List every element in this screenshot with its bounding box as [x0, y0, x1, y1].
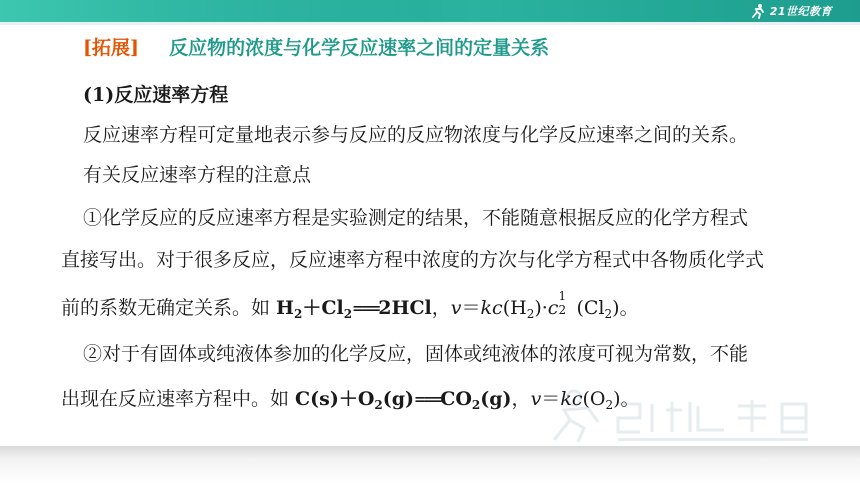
note-1-line-2: 直接写出。对于很多反应，反应速率方程中浓度的方次与化学方程式中各物质化学式	[61, 249, 765, 271]
note-1-line-3: 前的系数无确定关系。如 $H_2+Cl_2===2HCl$，$v=kc(H_2)\cdot c$ 1 2 $(Cl_2)$。	[61, 289, 639, 321]
equals-sign-2: ===	[414, 392, 441, 408]
logo-text: 21世纪教育	[769, 5, 832, 18]
expand-tag: [拓展]	[83, 37, 139, 59]
reaction-c-o2: $C(s)+O_2(g)===CO_2(g)$	[295, 388, 512, 412]
notes-title: 有关反应速率方程的注意点	[83, 164, 312, 186]
section-heading: 反应物的浓度与化学反应速率之间的定量关系	[169, 37, 550, 59]
equals-sign: ===	[352, 301, 379, 317]
note-1-line-3-text: 前的系数无确定关系。如	[61, 297, 277, 319]
note-1-line-1: ①化学反应的反应速率方程是实验测定的结果，不能随意根据反应的化学方程式	[83, 207, 749, 229]
subsection-title: (1)反应速率方程	[83, 84, 229, 106]
half-exponent: 1 2	[558, 289, 567, 317]
note-2-line-2-text: 出现在反应速率方程中。如	[61, 388, 296, 410]
runner-icon	[750, 3, 766, 19]
top-banner	[0, 0, 860, 22]
reaction-h2-cl2: $H_2+Cl_2===2HCl$	[276, 297, 432, 321]
rate-constant-kc: kc	[480, 297, 503, 319]
top-banner-divider	[0, 22, 860, 25]
paragraph-1: 反应速率方程可定量地表示参与反应的反应物浓度与化学反应速率之间的关系。	[83, 124, 749, 146]
concentration-c: c	[547, 297, 559, 319]
rate-symbol-v-2: v	[530, 388, 542, 410]
rate-constant-kc-2: kc	[560, 388, 583, 410]
bottom-band	[0, 446, 860, 484]
brand-logo	[750, 2, 832, 20]
note-2-line-1: ②对于有固体或纯液体参加的化学反应，固体或纯液体的浓度可视为常数，不能	[83, 343, 749, 365]
rate-symbol-v: v	[450, 297, 462, 319]
note-2-line-2: 出现在反应速率方程中。如 $C(s)+O_2(g)===CO_2(g)$，$v=kc(O_2)$。	[61, 388, 640, 412]
heading-line	[83, 34, 549, 62]
